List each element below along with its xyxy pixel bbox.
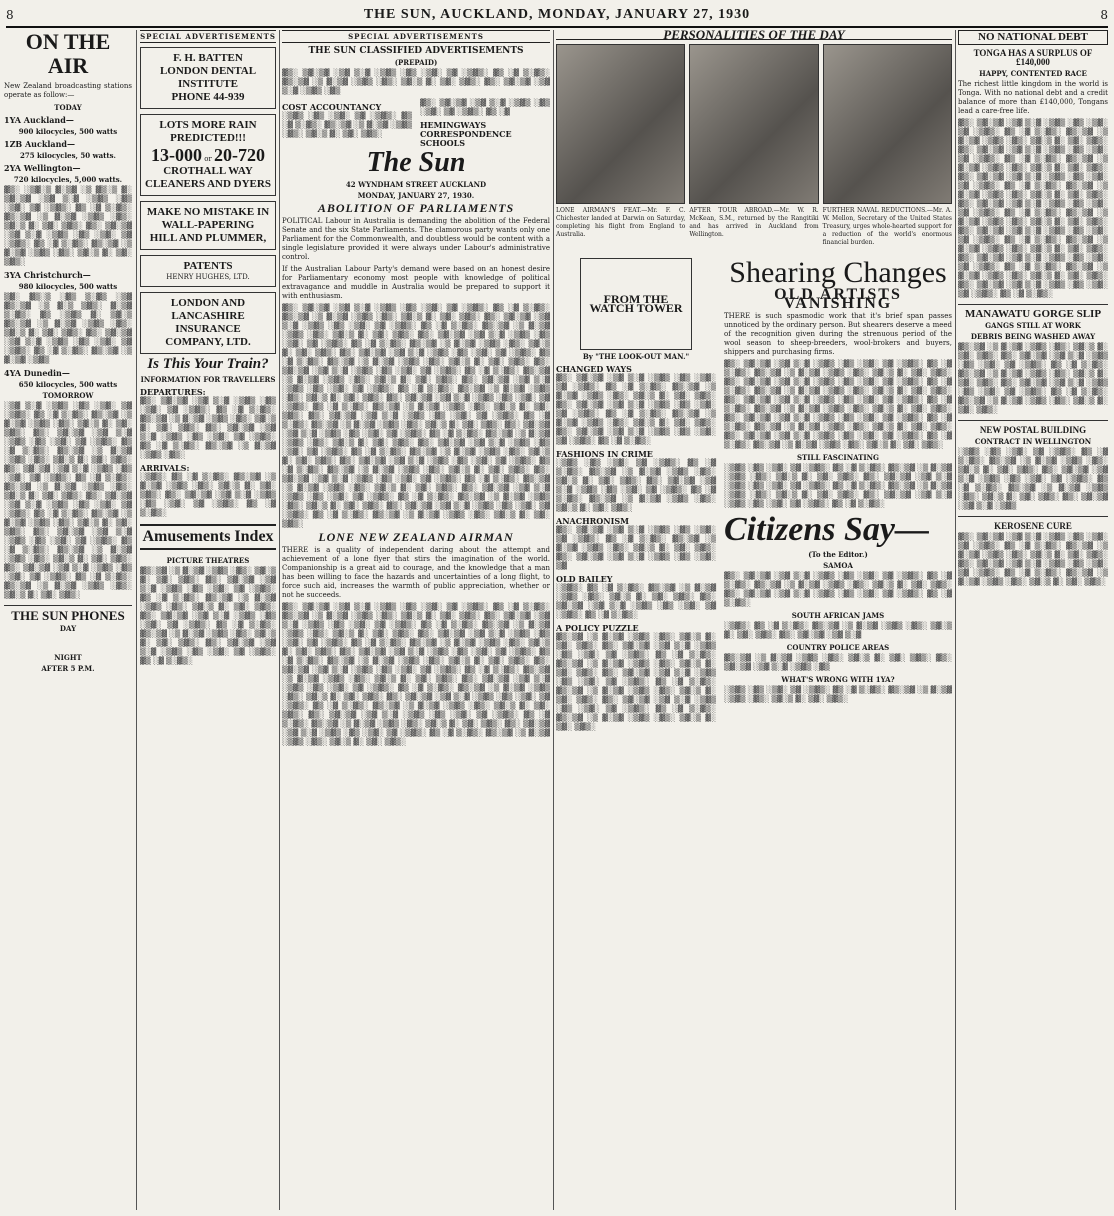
today-label: TODAY [54, 103, 82, 112]
page-number: 8 [6, 8, 14, 22]
station-2ya-spec: 720 kilocycles, 5,000 watts. [13, 175, 123, 184]
shearing-para-1: THERE is such spasmodic work that it's brief span passes unnoticed by the ordinary person. But shearers deserve a meed of the recognition given during the strenuous period of the wool season to sheep-breeders, wool-brokers and buyers, shippers and purchasing firms. [724, 312, 952, 356]
portrait-mckean [689, 44, 818, 204]
wallpaper-ad [140, 201, 276, 250]
batten-ad [140, 47, 276, 109]
theatre-listings: ▓▒░▒▓ ░▒ ▓░▒▓ ░▒▓▒ ░▓▒░ ▒▓░▒ ▓░ ▒▓░ ▒▓▒░ ▓▒░ ▒▓░▒▓ ░▒▓ ▒░▓ ░▒▓▒ ░▓▒ ░▒▓░ ▒▓ ░▒▓▒░ ▓▒ ░▓ ▒░▓▒░ ▓▒░▒▓ ░▒ ▓░▒▓ ░▒▓▒ ░▓▒░ ▒▓░▒ ▓░ ▒▓░ ▒▓▒░ ▓▒░ ▒▓░▒▓ ░▒▓ ▒░▓ ░▒▓▒ ░▓▒ ░▒▓░ ▒▓ ░▒▓▒░ ▓▒ ░▓ ▒░▓▒░ ▓▒░▒▓ ░▒ ▓░▒▓ ░▒▓▒ ░▓▒░ ▒▓░▒ ▓░ ▒▓░ ▒▓▒░ ▓▒░ ▒▓░▒▓ ░▒▓ ▒░▓ ░▒▓▒ ░▓▒ ░▒▓░ ▒▓ ░▒▓▒░ ▓▒ ░▓ ▒░▓▒░ [140, 567, 276, 665]
old-bailey-head: OLD BAILEY [556, 574, 613, 584]
divider [958, 516, 1108, 517]
old-artists-heading: OLD ARTISTS VANISHING [774, 286, 902, 312]
column-text: ░▒▓▒░ ▓▒ ░▓ ▒░▓▒░ ▓▒░▒▓ ░▒ ▓░▒▓ ░▒▓▒ ░▓▒░ ▒▓░▒ ▓░ ▒▓░ ▒▓▒░ ▓▒░ ▒▓░▒▓ ░▒▓ ▒░▓ ░▒▓▒ ░▓▒ ░▒▓░ ▒▓ ░▒▓▒░ ▓▒ ░▓ ▒░▓▒░ [556, 584, 716, 619]
editorial-1-para-1: POLITICAL Labour in Australia is demanding the abolition of the Federal Senate and the six State Parliaments. The clamorous party wants only one Parliament for the Commonwealth, and doubtless would be content with a single legislature provided it were always under Labour's administrative control. [282, 217, 550, 261]
editorial-heading-1: ABOLITION OF PARLIAMENTS [317, 201, 515, 215]
station-4ya: 4YA Dunedin— [4, 368, 70, 378]
portrait-captions [556, 207, 952, 250]
postal-headline: NEW POSTAL BUILDING [979, 425, 1087, 435]
classified-title: THE SUN CLASSIFIED ADVERTISEMENTS [308, 46, 524, 56]
station-2ya: 2YA Wellington— [4, 163, 81, 173]
ad-text: ░▒▓▒ ░▓▒ ░▒▓░ ▒▓ ░▒▓▒░ ▓▒ ░▓ ▒░▓▒░ ▓▒░▒▓ ░▒ ▓░▒▓ ░▒▓▒ ░▓▒░ ▒▓░▒ ▓░ ▒▓░ ▒▓▒░ [282, 112, 412, 138]
kerosene-body: ▓▒░ ▒▓░▒▓ ░▒▓ ▒░▓ ░▒▓▒ ░▓▒ ░▒▓░ ▒▓ ░▒▓▒░ ▓▒ ░▓ ▒░▓▒░ ▓▒░▒▓ ░▒ ▓░▒▓ ░▒▓▒ ░▓▒░ ▒▓░▒ ▓░ ▒▓░ ▒▓▒░ ▓▒░ ▒▓░▒▓ ░▒▓ ▒░▓ ░▒▓▒ ░▓▒ ░▒▓░ ▒▓ ░▒▓▒░ ▓▒ ░▓ ▒░▓▒░ ▓▒░▒▓ ░▒ ▓░▒▓ ░▒▓▒ ░▓▒░ ▒▓░▒ ▓░ ▒▓░ ▒▓▒░ [958, 533, 1108, 586]
special-ads-column [140, 30, 276, 1210]
sun-phones-heading: THE SUN PHONES [11, 608, 125, 623]
on-the-air-intro: New Zealand broadcasting stations operate as follow:— [4, 82, 132, 99]
editorial-2-para-1: THERE is a quality of independent daring about the attempt and achievement of a lone flyer that stirs the imagination of the world. Companionship is a great aid to courage, and the knowledge that a man has been willing to face the hazards and uncertainties of a long flight, to force such aid, increases the warmth of public appreciation, whether or not he succeeds. [282, 546, 550, 599]
editorial-heading-2: LONE NEW ZEALAND AIRMAN [318, 530, 514, 544]
station-1zb-spec: 275 kilocycles, 50 watts. [20, 151, 116, 160]
program-text: ▒▓░ ▓▒░▒ ░▓▒ ▒░▓▒ ░▒▓ ▓▒░▒▓ ░▒ ▓░▒ ▒▓▒░ ▓░▒▓ ▒░▓▒░ ▓▒ ░▒▓▒ ▓░ ▒▓░▒ ▓▒░▒▓ ░▒ ▓░▒▓ ░▒▓▒ ░▓▒░ ▒▓░▒ ▓░ ▒▓░ ▒▓▒░ ▓▒░ ▒▓░▒▓ ░▒▓ ▒░▓ ░▒▓▒ ░▓▒ ░▒▓░ ▒▓ ░▒▓▒░ ▓▒ ░▓ ▒░▓▒░ ▓▒░▒▓ ░▒ ▓░▒▓ ░▒▓▒ [4, 293, 132, 364]
column-text: ░▒▓▒ ░▓▒ ░▒▓░ ▒▓ ░▒▓▒░ ▓▒ ░▓ ▒░▓▒░ ▓▒░▒▓ ░▒ ▓░▒▓ ░▒▓▒ ░▓▒░ ▒▓░▒ ▓░ ▒▓░ ▒▓▒░ ▓▒░ ▒▓░▒▓ ░▒▓ ▒░▓ ░▒▓▒ ░▓▒ ░▒▓░ ▒▓ ░▒▓▒░ ▓▒ ░▓ ▒░▓▒░ ▓▒░▒▓ ░▒ ▓░▒▓ ░▒▓▒ ░▓▒░ ▒▓░▒ ▓░ ▒▓░ ▒▓▒░ [556, 459, 716, 512]
sun-logo: The Sun [366, 147, 466, 178]
column-rule [136, 30, 137, 1210]
station-3ya-spec: 980 kilocycles, 500 watts [18, 282, 118, 291]
train-times: ░▒▓▒░ ▓▒ ░▓ ▒░▓▒░ ▓▒░▒▓ ░▒ ▓░▒▓ ░▒▓▒ ░▓▒░ ▒▓░▒ ▓░ ▒▓░ ▒▓▒░ ▓▒░ ▒▓░▒▓ ░▒▓ ▒░▓ ░▒▓▒ ░▓▒ ░▒▓░ ▒▓ ░▒▓▒░ ▓▒ ░▓ ▒░▓▒░ [140, 473, 276, 517]
hill-plummer: HILL AND PLUMMER, [149, 232, 267, 244]
fashions-head: FASHIONS IN CRIME [556, 449, 653, 459]
ad-text: ▓▒░ ▒▓░▒▓ ░▒▓ ▒░▓ ░▒▓▒ ░▓▒ ░▒▓░ ▒▓ ░▒▓▒░ ▓▒ ░▓ [420, 99, 550, 116]
dateline: MONDAY, JANUARY 27, 1930. [357, 191, 475, 200]
station-1ya: 1YA Auckland— [4, 115, 74, 125]
masthead [6, 4, 1108, 28]
to-the-editor: (To the Editor.) [808, 550, 868, 559]
station-1zb: 1ZB Auckland— [4, 139, 76, 149]
column-rule [279, 30, 280, 1210]
column-text: ▓▒░ ▒▓░▒▓ ░▒▓ ▒░▓ ░▒▓▒ ░▓▒ ░▒▓░ ▒▓ ░▒▓▒░ ▓▒ ░▓ ▒░▓▒░ ▓▒░▒▓ ░▒ ▓░▒▓ ░▒▓▒ ░▓▒░ ▒▓░▒ ▓░ ▒▓░ ▒▓▒░ ▓▒░ ▒▓░▒▓ ░▒▓ ▒░▓ ░▒▓▒ ░▓▒ ░▒▓░ ▒▓ ░▒▓▒░ ▓▒ ░▓ ▒░▓▒░ ▓▒░▒▓ ░▒ ▓░▒▓ ░▒▓▒ ░▓▒░ ▒▓░▒ ▓░ ▒▓░ ▒▓▒░ ▓▒░ ▒▓░▒▓ ░▒▓ ▒░▓ ░▒▓▒ ░▓▒ ░▒▓░ ▒▓ ░▒▓▒░ ▓▒ ░▓ ▒░▓▒░ [556, 374, 716, 445]
police-areas-head: COUNTRY POLICE AREAS [786, 643, 890, 652]
tomorrow-label: TOMORROW [42, 391, 94, 400]
news-column [958, 30, 1108, 1210]
phones-day-label: DAY [59, 624, 77, 633]
no-national-debt-heading: NO NATIONAL DEBT [958, 30, 1108, 45]
column-rule [553, 30, 554, 1210]
letter-text: ░▒▓▒ ░▓▒ ░▒▓░ ▒▓ ░▒▓▒░ ▓▒ ░▓ ▒░▓▒░ ▓▒░▒▓ ░▒ ▓░▒▓ ░▒▓▒ ░▓▒░ ▒▓░▒ ▓░ ▒▓░ ▒▓▒░ [724, 686, 952, 703]
tonga-para-1: The richest little kingdom in the world is Tonga. With no national debt and a credit balance of more than £140,000, Tongans lead a care-free life. [958, 80, 1108, 115]
patents-ad [140, 255, 276, 287]
sa-jams-head: SOUTH AFRICAN JAMS [791, 611, 885, 620]
divider [958, 420, 1108, 421]
amusements-heading: Amusements Index [140, 524, 276, 550]
on-the-air-column [4, 30, 132, 1210]
shearing-heading: Shearing Changes [729, 256, 947, 289]
classified-rates: ▓▒░ ▒▓░▒▓ ░▒▓ ▒░▓ ░▒▓▒ ░▓▒ ░▒▓░ ▒▓ ░▒▓▒░ ▓▒ ░▓ ▒░▓▒░ ▓▒░▒▓ ░▒ ▓░▒▓ ░▒▓▒ ░▓▒░ ▒▓░▒ ▓░ ▒▓░ ▒▓▒░ ▓▒░ ▒▓░▒▓ ░▒▓ ▒░▓ ░▒▓▒ ░▓▒ [282, 69, 550, 95]
batten-phone: PHONE 44-939 [171, 91, 245, 103]
phone-number-2: 20-720 [214, 145, 266, 165]
hemingways: HEMINGWAYS CORRESPONDENCE SCHOOLS [420, 120, 512, 148]
column-rule [955, 30, 956, 1210]
crothall-name: CROTHALL WAY CLEANERS AND DYERS [145, 165, 271, 190]
caption-mellon: FURTHER NAVAL REDUCTIONS.—Mr. A. W. Mellon, Secretary of the United States Treasury, urges whole-hearted support for a reduction of the world's enormous financial burden. [822, 207, 952, 246]
letter-text: ░▒▓▒░ ▓▒ ░▓ ▒░▓▒░ ▓▒░▒▓ ░▒ ▓░▒▓ ░▒▓▒ ░▓▒░ ▒▓░▒ ▓░ ▒▓░ ▒▓▒░ ▓▒░ ▒▓░▒▓ ░▒▓ ▒░▓ [724, 622, 952, 639]
special-ads-band-2: SPECIAL ADVERTISEMENTS [282, 30, 550, 43]
manawatu-headline: MANAWATU GORGE SLIP [964, 308, 1102, 320]
crothall-ad [140, 114, 276, 196]
caption-chichester: LONE AIRMAN'S FEAT.—Mr. F. C. Chichester landed at Darwin on Saturday, completing his flight from England to Australia. [556, 207, 686, 238]
station-3ya: 3YA Christchurch— [4, 270, 91, 280]
accountancy-ad [282, 99, 550, 148]
portrait-chichester [556, 44, 685, 204]
still-fascinating-head: STILL FASCINATING [796, 453, 880, 462]
phone-number-1: 13-000 [150, 145, 202, 165]
program-text: ▓▒░ ░▒▓░▒ ▓░▒▓ ░▒ ▓▒░▒ ▓░ ▒▓░▒▓ ░▒▓ ▒░▓ ░▒▓▒ ░▓▒ ░▒▓░ ▒▓ ░▒▓▒░ ▓▒ ░▓ ▒░▓▒░ ▓▒░▒▓ ░▒ ▓░▒▓ ░▒▓▒ ░▓▒░ ▒▓░▒ ▓░ ▒▓░ ▒▓▒░ ▓▒░ ▒▓░▒▓ ░▒▓ ▒░▓ ░▒▓▒ ░▓▒ ░▒▓░ ▒▓ ░▒▓▒░ ▓▒ ░▓ ▒░▓▒░ ▓▒░▒▓ ░▒ ▓░▒▓ ░▒▓▒ ░▓▒░ ▒▓░▒ ▓░ ▒▓░ ▒▓▒░ [4, 186, 132, 266]
divider [4, 605, 132, 606]
contract-sub: CONTRACT IN WELLINGTON [974, 437, 1092, 446]
postal-body: ░▒▓▒ ░▓▒ ░▒▓░ ▒▓ ░▒▓▒░ ▓▒ ░▓ ▒░▓▒░ ▓▒░▒▓ ░▒ ▓░▒▓ ░▒▓▒ ░▓▒░ ▒▓░▒ ▓░ ▒▓░ ▒▓▒░ ▓▒░ ▒▓░▒▓ ░▒▓ ▒░▓ ░▒▓▒ ░▓▒ ░▒▓░ ▒▓ ░▒▓▒░ ▓▒ ░▓ ▒░▓▒░ ▓▒░▒▓ ░▒ ▓░▒▓ ░▒▓▒ ░▓▒░ ▒▓░▒ ▓░ ▒▓░ ▒▓▒░ ▓▒░ ▒▓░▒▓ ░▒▓ ▒░▓ ░▒▓▒ [958, 448, 1108, 510]
insurance-name: LONDON AND LANCASHIRE INSURANCE COMPANY, LTD. [165, 297, 251, 348]
hughes-name: HENRY HUGHES, LTD. [166, 273, 250, 281]
shearing-body: ░▒▓▒ ░▓▒ ░▒▓░ ▒▓ ░▒▓▒░ ▓▒ ░▓ ▒░▓▒░ ▓▒░▒▓ ░▒ ▓░▒▓ ░▒▓▒ ░▓▒░ ▒▓░▒ ▓░ ▒▓░ ▒▓▒░ ▓▒░ ▒▓░▒▓ ░▒▓ ▒░▓ ░▒▓▒ ░▓▒ ░▒▓░ ▒▓ ░▒▓▒░ ▓▒ ░▓ ▒░▓▒░ ▓▒░▒▓ ░▒ ▓░▒▓ ░▒▓▒ ░▓▒░ ▒▓░▒ ▓░ ▒▓░ ▒▓▒░ ▓▒░ ▒▓░▒▓ ░▒▓ ▒░▓ ░▒▓▒ ░▓▒ ░▒▓░ ▒▓ ░▒▓▒░ ▓▒ ░▓ ▒░▓▒░ [724, 464, 952, 508]
shearing-body: ▓▒░ ▒▓░▒▓ ░▒▓ ▒░▓ ░▒▓▒ ░▓▒ ░▒▓░ ▒▓ ░▒▓▒░ ▓▒ ░▓ ▒░▓▒░ ▓▒░▒▓ ░▒ ▓░▒▓ ░▒▓▒ ░▓▒░ ▒▓░▒ ▓░ ▒▓░ ▒▓▒░ ▓▒░ ▒▓░▒▓ ░▒▓ ▒░▓ ░▒▓▒ ░▓▒ ░▒▓░ ▒▓ ░▒▓▒░ ▓▒ ░▓ ▒░▓▒░ ▓▒░▒▓ ░▒ ▓░▒▓ ░▒▓▒ ░▓▒░ ▒▓░▒ ▓░ ▒▓░ ▒▓▒░ ▓▒░ ▒▓░▒▓ ░▒▓ ▒░▓ ░▒▓▒ ░▓▒ ░▒▓░ ▒▓ ░▒▓▒░ ▓▒ ░▓ ▒░▓▒░ ▓▒░▒▓ ░▒ ▓░▒▓ ░▒▓▒ ░▓▒░ ▒▓░▒ ▓░ ▒▓░ ▒▓▒░ ▓▒░ ▒▓░▒▓ ░▒▓ ▒░▓ ░▒▓▒ ░▓▒ ░▒▓░ ▒▓ ░▒▓▒░ ▓▒ ░▓ ▒░▓▒░ ▓▒░▒▓ ░▒ ▓░▒▓ ░▒▓▒ ░▓▒░ ▒▓░▒ ▓░ ▒▓░ ▒▓▒░ ▓▒░ ▒▓░▒▓ ░▒▓ ▒░▓ ░▒▓▒ ░▓▒ ░▒▓░ ▒▓ ░▒▓▒░ ▓▒ ░▓ ▒░▓▒░ ▓▒░▒▓ ░▒ ▓░▒▓ ░▒▓▒ ░▓▒░ ▒▓░▒ ▓░ ▒▓░ ▒▓▒░ [724, 360, 952, 449]
editorial-column [282, 30, 550, 1210]
station-1ya-spec: 900 kilocycles, 500 watts [18, 127, 118, 136]
batten-name: F. H. BATTEN [173, 52, 243, 64]
personalities-band: PERSONALITIES OF THE DAY [556, 30, 952, 40]
program-text: ░▒▓ ▒░▓ ░▒▓▒ ░▓▒ ░▒▓░ ▒▓ ░▒▓▒░ ▓▒ ░▓ ▒░▓▒░ ▓▒░▒▓ ░▒ ▓░▒▓ ░▒▓▒ ░▓▒░ ▒▓░▒ ▓░ ▒▓░ ▒▓▒░ ▓▒░ ▒▓░▒▓ ░▒▓ ▒░▓ ░▒▓▒ ░▓▒ ░▒▓░ ▒▓ ░▒▓▒░ ▓▒ ░▓ ▒░▓▒░ ▓▒░▒▓ ░▒ ▓░▒▓ ░▒▓▒ ░▓▒░ ▒▓░▒ ▓░ ▒▓░ ▒▓▒░ ▓▒░ ▒▓░▒▓ ░▒▓ ▒░▓ ░▒▓▒ ░▓▒ ░▒▓░ ▒▓ ░▒▓▒░ ▓▒ ░▓ ▒░▓▒░ ▓▒░▒▓ ░▒ ▓░▒▓ ░▒▓▒ ░▓▒░ ▒▓░▒ ▓░ ▒▓░ ▒▓▒░ ▓▒░ ▒▓░▒▓ ░▒▓ ▒░▓ ░▒▓▒ ░▓▒ ░▒▓░ ▒▓ ░▒▓▒░ ▓▒ ░▓ ▒░▓▒░ ▓▒░▒▓ ░▒ ▓░▒▓ ░▒▓▒ ░▓▒░ ▒▓░▒ ▓░ ▒▓░ ▒▓▒░ ▓▒░ ▒▓░▒▓ ░▒▓ ▒░▓ ░▒▓▒ ░▓▒ ░▒▓░ ▒▓ ░▒▓▒░ ▓▒ ░▓ ▒░▓▒░ ▓▒░▒▓ ░▒ ▓░▒▓ ░▒▓▒ ░▓▒░ ▒▓░▒ ▓░ ▒▓░ ▒▓▒░ ▓▒░ ▒▓░▒▓ ░▒▓ ▒░▓ ░▒▓▒ ░▓▒ ░▒▓░ ▒▓ ░▒▓▒░ ▓▒ ░▓ ▒░▓▒░ ▓▒░▒▓ ░▒ ▓░▒▓ ░▒▓▒ ░▓▒░ ▒▓░▒ ▓░ ▒▓░ ▒▓▒░ [4, 402, 132, 599]
manawatu-body: ▓▒░▒▓ ░▒ ▓░▒▓ ░▒▓▒ ░▓▒░ ▒▓░▒ ▓░ ▒▓░ ▒▓▒░ ▓▒░ ▒▓░▒▓ ░▒▓ ▒░▓ ░▒▓▒ ░▓▒ ░▒▓░ ▒▓ ░▒▓▒░ ▓▒ ░▓ ▒░▓▒░ ▓▒░▒▓ ░▒ ▓░▒▓ ░▒▓▒ ░▓▒░ ▒▓░▒ ▓░ ▒▓░ ▒▓▒░ ▓▒░ ▒▓░▒▓ ░▒▓ ▒░▓ ░▒▓▒ ░▓▒ ░▒▓░ ▒▓ ░▒▓▒░ ▓▒ ░▓ ▒░▓▒░ ▓▒░▒▓ ░▒ ▓░▒▓ ░▒▓▒ ░▓▒░ ▒▓░▒ ▓░ ▒▓░ ▒▓▒░ [958, 343, 1108, 414]
train-heading: Is This Your Train? [147, 356, 269, 372]
travel-info: INFORMATION FOR TRAVELLERS [140, 375, 276, 384]
page-number-right: 8 [1100, 8, 1108, 22]
gangs-sub: GANGS STILL AT WORK [985, 321, 1081, 330]
arrivals-label: ARRIVALS: [140, 463, 190, 473]
train-times: ▓▒░ ▒▓░▒▓ ░▒▓ ▒░▓ ░▒▓▒ ░▓▒ ░▒▓░ ▒▓ ░▒▓▒░ ▓▒ ░▓ ▒░▓▒░ ▓▒░▒▓ ░▒ ▓░▒▓ ░▒▓▒ ░▓▒░ ▒▓░▒ ▓░ ▒▓░ ▒▓▒░ ▓▒░ ▒▓░▒▓ ░▒▓ ▒░▓ ░▒▓▒ ░▓▒ ░▒▓░ ▒▓ ░▒▓▒░ ▓▒ ░▓ ▒░▓▒░ ▓▒░▒▓ ░▒ ▓░▒▓ ░▒▓▒ ░▓▒░ [140, 397, 276, 459]
divider [958, 304, 1108, 305]
cost-accountancy: COST ACCOUNTANCY [282, 102, 382, 112]
citizens-say-heading: Citizens Say— [724, 511, 929, 548]
departures-label: DEPARTURES: [140, 387, 206, 397]
editorial-2-body: ▓▒░ ▒▓░▒▓ ░▒▓ ▒░▓ ░▒▓▒ ░▓▒ ░▒▓░ ▒▓ ░▒▓▒░ ▓▒ ░▓ ▒░▓▒░ ▓▒░▒▓ ░▒ ▓░▒▓ ░▒▓▒ ░▓▒░ ▒▓░▒ ▓░ ▒▓░ ▒▓▒░ ▓▒░ ▒▓░▒▓ ░▒▓ ▒░▓ ░▒▓▒ ░▓▒ ░▒▓░ ▒▓ ░▒▓▒░ ▓▒ ░▓ ▒░▓▒░ ▓▒░▒▓ ░▒ ▓░▒▓ ░▒▓▒ ░▓▒░ ▒▓░▒ ▓░ ▒▓░ ▒▓▒░ ▓▒░ ▒▓░▒▓ ░▒▓ ▒░▓ ░▒▓▒ ░▓▒ ░▒▓░ ▒▓ ░▒▓▒░ ▓▒ ░▓ ▒░▓▒░ ▓▒░▒▓ ░▒ ▓░▒▓ ░▒▓▒ ░▓▒░ ▒▓░▒ ▓░ ▒▓░ ▒▓▒░ ▓▒░ ▒▓░▒▓ ░▒▓ ▒░▓ ░▒▓▒ ░▓▒ ░▒▓░ ▒▓ ░▒▓▒░ ▓▒ ░▓ ▒░▓▒░ ▓▒░▒▓ ░▒ ▓░▒▓ ░▒▓▒ ░▓▒░ ▒▓░▒ ▓░ ▒▓░ ▒▓▒░ ▓▒░ ▒▓░▒▓ ░▒▓ ▒░▓ ░▒▓▒ ░▓▒ ░▒▓░ ▒▓ ░▒▓▒░ ▓▒ ░▓ ▒░▓▒░ ▓▒░▒▓ ░▒ ▓░▒▓ ░▒▓▒ ░▓▒░ ▒▓░▒ ▓░ ▒▓░ ▒▓▒░ ▓▒░ ▒▓░▒▓ ░▒▓ ▒░▓ ░▒▓▒ ░▓▒ ░▒▓░ ▒▓ ░▒▓▒░ ▓▒ ░▓ ▒░▓▒░ ▓▒░▒▓ ░▒ ▓░▒▓ ░▒▓▒ ░▓▒░ ▒▓░▒ ▓░ ▒▓░ ▒▓▒░ ▓▒░ ▒▓░▒▓ ░▒▓ ▒░▓ ░▒▓▒ ░▓▒ ░▒▓░ ▒▓ ░▒▓▒░ ▓▒ ░▓ ▒░▓▒░ ▓▒░▒▓ ░▒ ▓░▒▓ ░▒▓▒ ░▓▒░ ▒▓░▒ ▓░ ▒▓░ ▒▓▒░ ▓▒░ ▒▓░▒▓ ░▒▓ ▒░▓ ░▒▓▒ ░▓▒ ░▒▓░ ▒▓ ░▒▓▒░ ▓▒ ░▓ ▒░▓▒░ ▓▒░▒▓ ░▒ ▓░▒▓ ░▒▓▒ ░▓▒░ ▒▓░▒ ▓░ ▒▓░ ▒▓▒░ ▓▒░ ▒▓░▒▓ ░▒▓ ▒░▓ ░▒▓▒ ░▓▒ ░▒▓░ ▒▓ ░▒▓▒░ ▓▒ ░▓ ▒░▓▒░ ▓▒░▒▓ ░▒ ▓░▒▓ ░▒▓▒ ░▓▒░ ▒▓░▒ ▓░ ▒▓░ ▒▓▒░ [282, 603, 550, 746]
portrait-mellon [823, 44, 952, 204]
phones-after-label: AFTER 5 P.M. [41, 664, 95, 673]
insurance-ad [140, 292, 276, 354]
wallpaper-headline: MAKE NO MISTAKE IN WALL-PAPERING [146, 206, 270, 231]
anachronism-head: ANACHRONISM [556, 516, 629, 526]
picture-theatres: PICTURE THEATRES [166, 556, 250, 565]
patents-heading: PATENTS [183, 260, 233, 272]
whats-wrong-head: WHAT'S WRONG WITH 1YA? [781, 675, 895, 684]
rain-headline: LOTS MORE RAIN PREDICTED!!! [159, 119, 257, 144]
prepaid-label: (PREPAID) [394, 58, 438, 67]
portrait-row [556, 44, 952, 204]
on-the-air-heading: ON THE AIR [25, 30, 111, 78]
policy-puzzle-head: A POLICY PUZZLE [556, 623, 639, 633]
column-text: ▓▒░ ▒▓░▒▓ ░▒▓ ▒░▓ ░▒▓▒ ░▓▒ ░▒▓░ ▒▓ ░▒▓▒░ ▓▒ ░▓ ▒░▓▒░ ▓▒░▒▓ ░▒ ▓░▒▓ ░▒▓▒ ░▓▒░ ▒▓░▒ ▓░ ▒▓░ ▒▓▒░ ▓▒░ ▒▓░▒▓ ░▒▓ ▒░▓ ░▒▓▒ ░▓▒ ░▒▓░ ▒▓ [556, 526, 716, 570]
phones-night-label: NIGHT [54, 653, 82, 662]
phone-or: or [204, 155, 212, 163]
editorial-1-para-2: If the Australian Labour Party's demand were based on an honest desire for Parliamentary economy most people with knowledge of political extravagance and muddle in Australia would be prepared to support it with enthusiasm. [282, 265, 550, 300]
masthead-title: THE SUN, AUCKLAND, MONDAY, JANUARY 27, 1930 [363, 7, 751, 22]
lower-section [556, 256, 952, 735]
changed-ways-head: CHANGED WAYS [556, 364, 632, 374]
caption-mckean: AFTER TOUR ABROAD.—Mr. W. R. McKean, S.M., returned by the Rangitiki and has arrived in Auckland from Wellington. [689, 207, 819, 238]
column-text: ▓▒░▒▓ ░▒ ▓░▒▓ ░▒▓▒ ░▓▒░ ▒▓░▒ ▓░ ▒▓░ ▒▓▒░ ▓▒░ ▒▓░▒▓ ░▒▓ ▒░▓ ░▒▓▒ ░▓▒ ░▒▓░ ▒▓ ░▒▓▒░ ▓▒ ░▓ ▒░▓▒░ ▓▒░▒▓ ░▒ ▓░▒▓ ░▒▓▒ ░▓▒░ ▒▓░▒ ▓░ ▒▓░ ▒▓▒░ ▓▒░ ▒▓░▒▓ ░▒▓ ▒░▓ ░▒▓▒ ░▓▒ ░▒▓░ ▒▓ ░▒▓▒░ ▓▒ ░▓ ▒░▓▒░ ▓▒░▒▓ ░▒ ▓░▒▓ ░▒▓▒ ░▓▒░ ▒▓░▒ ▓░ ▒▓░ ▒▓▒░ ▓▒░ ▒▓░▒▓ ░▒▓ ▒░▓ ░▒▓▒ ░▓▒ ░▒▓░ ▒▓ ░▒▓▒░ ▓▒ ░▓ ▒░▓▒░ ▓▒░▒▓ ░▒ ▓░▒▓ ░▒▓▒ ░▓▒░ ▒▓░▒ ▓░ ▒▓░ ▒▓▒░ [556, 633, 716, 731]
special-ads-band: SPECIAL ADVERTISEMENTS [140, 32, 276, 41]
lookout-byline: By "THE LOOK-OUT MAN." [582, 352, 690, 361]
personalities-column [556, 30, 952, 1210]
watch-tower-emblem: FROM THE WATCH TOWER [580, 258, 692, 350]
batten-institute: LONDON DENTAL INSTITUTE [159, 65, 257, 90]
happy-race-sub: HAPPY, CONTENTED RACE [979, 69, 1087, 78]
kerosene-headline: KEROSENE CURE [994, 521, 1072, 531]
tonga-body: ▓▒░ ▒▓░▒▓ ░▒▓ ▒░▓ ░▒▓▒ ░▓▒ ░▒▓░ ▒▓ ░▒▓▒░ ▓▒ ░▓ ▒░▓▒░ ▓▒░▒▓ ░▒ ▓░▒▓ ░▒▓▒ ░▓▒░ ▒▓░▒ ▓░ ▒▓░ ▒▓▒░ ▓▒░ ▒▓░▒▓ ░▒▓ ▒░▓ ░▒▓▒ ░▓▒ ░▒▓░ ▒▓ ░▒▓▒░ ▓▒ ░▓ ▒░▓▒░ ▓▒░▒▓ ░▒ ▓░▒▓ ░▒▓▒ ░▓▒░ ▒▓░▒ ▓░ ▒▓░ ▒▓▒░ ▓▒░ ▒▓░▒▓ ░▒▓ ▒░▓ ░▒▓▒ ░▓▒ ░▒▓░ ▒▓ ░▒▓▒░ ▓▒ ░▓ ▒░▓▒░ ▓▒░▒▓ ░▒ ▓░▒▓ ░▒▓▒ ░▓▒░ ▒▓░▒ ▓░ ▒▓░ ▒▓▒░ ▓▒░ ▒▓░▒▓ ░▒▓ ▒░▓ ░▒▓▒ ░▓▒ ░▒▓░ ▒▓ ░▒▓▒░ ▓▒ ░▓ ▒░▓▒░ ▓▒░▒▓ ░▒ ▓░▒▓ ░▒▓▒ ░▓▒░ ▒▓░▒ ▓░ ▒▓░ ▒▓▒░ ▓▒░ ▒▓░▒▓ ░▒▓ ▒░▓ ░▒▓▒ ░▓▒ ░▒▓░ ▒▓ ░▒▓▒░ ▓▒ ░▓ ▒░▓▒░ ▓▒░▒▓ ░▒ ▓░▒▓ ░▒▓▒ ░▓▒░ ▒▓░▒ ▓░ ▒▓░ ▒▓▒░ ▓▒░ ▒▓░▒▓ ░▒▓ ▒░▓ ░▒▓▒ ░▓▒ ░▒▓░ ▒▓ ░▒▓▒░ ▓▒ ░▓ ▒░▓▒░ ▓▒░▒▓ ░▒ ▓░▒▓ ░▒▓▒ ░▓▒░ ▒▓░▒ ▓░ ▒▓░ ▒▓▒░ ▓▒░ ▒▓░▒▓ ░▒▓ ▒░▓ ░▒▓▒ ░▓▒ ░▒▓░ ▒▓ ░▒▓▒░ ▓▒ ░▓ ▒░▓▒░ [958, 119, 1108, 298]
debris-sub: DEBRIS BEING WASHED AWAY [970, 332, 1096, 341]
tonga-headline: TONGA HAS A SURPLUS OF £140,000 [973, 48, 1093, 67]
station-4ya-spec: 650 kilocycles, 500 watts [18, 380, 118, 389]
letter-text: ▓▒░▒▓ ░▒ ▓░▒▓ ░▒▓▒ ░▓▒░ ▒▓░▒ ▓░ ▒▓░ ▒▓▒░ ▓▒░ ▒▓░▒▓ ░▒▓ ▒░▓ ░▒▓▒ ░▓▒ [724, 654, 952, 671]
crothall-phones [145, 145, 271, 165]
samoa-head: SAMOA [823, 561, 853, 570]
sun-address: 42 WYNDHAM STREET AUCKLAND [345, 180, 487, 189]
editorial-1-body: ▓▒░ ▒▓░▒▓ ░▒▓ ▒░▓ ░▒▓▒ ░▓▒ ░▒▓░ ▒▓ ░▒▓▒░ ▓▒ ░▓ ▒░▓▒░ ▓▒░▒▓ ░▒ ▓░▒▓ ░▒▓▒ ░▓▒░ ▒▓░▒ ▓░ ▒▓░ ▒▓▒░ ▓▒░ ▒▓░▒▓ ░▒▓ ▒░▓ ░▒▓▒ ░▓▒ ░▒▓░ ▒▓ ░▒▓▒░ ▓▒ ░▓ ▒░▓▒░ ▓▒░▒▓ ░▒ ▓░▒▓ ░▒▓▒ ░▓▒░ ▒▓░▒ ▓░ ▒▓░ ▒▓▒░ ▓▒░ ▒▓░▒▓ ░▒▓ ▒░▓ ░▒▓▒ ░▓▒ ░▒▓░ ▒▓ ░▒▓▒░ ▓▒ ░▓ ▒░▓▒░ ▓▒░▒▓ ░▒ ▓░▒▓ ░▒▓▒ ░▓▒░ ▒▓░▒ ▓░ ▒▓░ ▒▓▒░ ▓▒░ ▒▓░▒▓ ░▒▓ ▒░▓ ░▒▓▒ ░▓▒ ░▒▓░ ▒▓ ░▒▓▒░ ▓▒ ░▓ ▒░▓▒░ ▓▒░▒▓ ░▒ ▓░▒▓ ░▒▓▒ ░▓▒░ ▒▓░▒ ▓░ ▒▓░ ▒▓▒░ ▓▒░ ▒▓░▒▓ ░▒▓ ▒░▓ ░▒▓▒ ░▓▒ ░▒▓░ ▒▓ ░▒▓▒░ ▓▒ ░▓ ▒░▓▒░ ▓▒░▒▓ ░▒ ▓░▒▓ ░▒▓▒ ░▓▒░ ▒▓░▒ ▓░ ▒▓░ ▒▓▒░ ▓▒░ ▒▓░▒▓ ░▒▓ ▒░▓ ░▒▓▒ ░▓▒ ░▒▓░ ▒▓ ░▒▓▒░ ▓▒ ░▓ ▒░▓▒░ ▓▒░▒▓ ░▒ ▓░▒▓ ░▒▓▒ ░▓▒░ ▒▓░▒ ▓░ ▒▓░ ▒▓▒░ ▓▒░ ▒▓░▒▓ ░▒▓ ▒░▓ ░▒▓▒ ░▓▒ ░▒▓░ ▒▓ ░▒▓▒░ ▓▒ ░▓ ▒░▓▒░ ▓▒░▒▓ ░▒ ▓░▒▓ ░▒▓▒ ░▓▒░ ▒▓░▒ ▓░ ▒▓░ ▒▓▒░ ▓▒░ ▒▓░▒▓ ░▒▓ ▒░▓ ░▒▓▒ ░▓▒ ░▒▓░ ▒▓ ░▒▓▒░ ▓▒ ░▓ ▒░▓▒░ ▓▒░▒▓ ░▒ ▓░▒▓ ░▒▓▒ ░▓▒░ ▒▓░▒ ▓░ ▒▓░ ▒▓▒░ ▓▒░ ▒▓░▒▓ ░▒▓ ▒░▓ ░▒▓▒ ░▓▒ ░▒▓░ ▒▓ ░▒▓▒░ ▓▒ ░▓ ▒░▓▒░ ▓▒░▒▓ ░▒ ▓░▒▓ ░▒▓▒ ░▓▒░ ▒▓░▒ ▓░ ▒▓░ ▒▓▒░ ▓▒░ ▒▓░▒▓ ░▒▓ ▒░▓ ░▒▓▒ ░▓▒ ░▒▓░ ▒▓ ░▒▓▒░ ▓▒ ░▓ ▒░▓▒░ ▓▒░▒▓ ░▒ ▓░▒▓ ░▒▓▒ ░▓▒░ ▒▓░▒ ▓░ ▒▓░ ▒▓▒░ ▓▒░ ▒▓░▒▓ ░▒▓ ▒░▓ ░▒▓▒ ░▓▒ ░▒▓░ ▒▓ ░▒▓▒░ ▓▒ ░▓ ▒░▓▒░ ▓▒░▒▓ ░▒ ▓░▒▓ ░▒▓▒ ░▓▒░ ▒▓░▒ ▓░ ▒▓░ ▒▓▒░ ▓▒░ ▒▓░▒▓ ░▒▓ ▒░▓ ░▒▓▒ ░▓▒ ░▒▓░ ▒▓ ░▒▓▒░ ▓▒ ░▓ ▒░▓▒░ ▓▒░▒▓ ░▒ ▓░▒▓ ░▒▓▒ ░▓▒░ ▒▓░▒ ▓░ ▒▓░ ▒▓▒░ ▓▒░ ▒▓░▒▓ ░▒▓ ▒░▓ ░▒▓▒ ░▓▒ ░▒▓░ ▒▓ ░▒▓▒░ ▓▒ ░▓ ▒░▓▒░ ▓▒░▒▓ ░▒ ▓░▒▓ ░▒▓▒ ░▓▒░ ▒▓░▒ ▓░ ▒▓░ ▒▓▒░ ▓▒░ ▒▓░▒▓ ░▒▓ ▒░▓ ░▒▓▒ ░▓▒ ░▒▓░ ▒▓ ░▒▓▒░ ▓▒ ░▓ ▒░▓▒░ ▓▒░▒▓ ░▒ ▓░▒▓ ░▒▓▒ ░▓▒░ ▒▓░▒ ▓░ ▒▓░ ▒▓▒░ [282, 304, 550, 528]
letter-text: ▓▒░ ▒▓░▒▓ ░▒▓ ▒░▓ ░▒▓▒ ░▓▒ ░▒▓░ ▒▓ ░▒▓▒░ ▓▒ ░▓ ▒░▓▒░ ▓▒░▒▓ ░▒ ▓░▒▓ ░▒▓▒ ░▓▒░ ▒▓░▒ ▓░ ▒▓░ ▒▓▒░ ▓▒░ ▒▓░▒▓ ░▒▓ ▒░▓ ░▒▓▒ ░▓▒ ░▒▓░ ▒▓ ░▒▓▒░ ▓▒ ░▓ ▒░▓▒░ [724, 572, 952, 607]
